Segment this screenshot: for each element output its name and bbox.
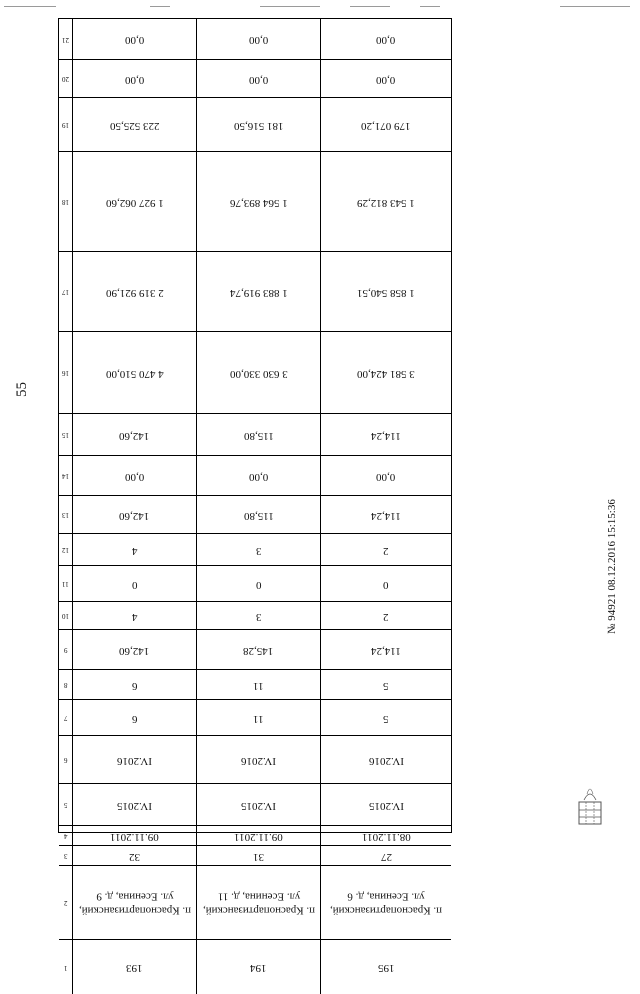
table-cell	[320, 98, 451, 151]
row-index-cell	[59, 602, 72, 629]
table-cell	[196, 940, 320, 994]
cell-value: 193	[126, 961, 143, 974]
cell-value: 2	[383, 610, 389, 623]
row-index: 15	[62, 430, 69, 439]
row-index: 9	[63, 645, 68, 654]
table-cell	[320, 534, 451, 565]
cell-value: 1 883 919,74	[229, 286, 288, 299]
table-cell	[320, 670, 451, 699]
cell-value: 194	[250, 961, 267, 974]
cell-value: 11	[253, 679, 264, 692]
row-index-cell	[59, 566, 72, 601]
table-cell	[72, 566, 196, 601]
cell-value: 6	[131, 712, 138, 725]
table-cell	[72, 252, 196, 331]
table-cell	[196, 534, 320, 565]
table-cell	[196, 736, 320, 783]
cell-value: 11	[253, 712, 264, 725]
table-row	[59, 251, 451, 331]
cell-value: 142,60	[119, 509, 150, 522]
table-cell	[320, 19, 451, 59]
row-index-cell	[59, 736, 72, 783]
cell-value: 0,00	[124, 73, 145, 86]
cell-value: 0,00	[376, 470, 396, 483]
cell-value: 115,80	[243, 509, 274, 522]
table-cell	[320, 152, 451, 251]
row-index-cell	[59, 534, 72, 565]
table-cell	[320, 700, 451, 735]
row-index: 6	[63, 755, 68, 764]
table-cell	[72, 700, 196, 735]
table-row	[59, 455, 451, 495]
cell-value: 2	[383, 544, 389, 557]
cell-value: п. Краснопартизанский, ул. Есенина, д. 11	[202, 890, 315, 917]
cell-value: 3	[255, 610, 262, 623]
cell-value: IV.2016	[241, 754, 276, 767]
cell-value: 179 071,20	[361, 119, 411, 132]
table-cell	[72, 940, 196, 994]
table-row	[59, 939, 451, 994]
table-row	[59, 533, 451, 565]
cell-value: 1 858 540,51	[357, 286, 415, 299]
table-cell	[196, 602, 320, 629]
row-index: 5	[63, 800, 68, 809]
table-row	[59, 845, 451, 865]
table-cell	[72, 602, 196, 629]
table-cell	[320, 826, 451, 845]
row-index-cell	[59, 456, 72, 495]
cell-value: 181 516,50	[233, 119, 284, 132]
table-cell	[320, 630, 451, 669]
cell-value: 0	[255, 578, 262, 591]
table-cell	[196, 670, 320, 699]
table-cell	[196, 152, 320, 251]
table-cell	[196, 496, 320, 533]
table-cell	[72, 496, 196, 533]
scan-top-marks	[0, 6, 640, 10]
row-index: 3	[63, 851, 68, 860]
cell-value: IV.2015	[368, 799, 404, 812]
table-row	[59, 331, 451, 413]
table-cell	[72, 866, 196, 939]
cell-value: 5	[383, 679, 389, 692]
table-cell	[196, 60, 320, 97]
table-cell	[72, 332, 196, 413]
cell-value: 4	[131, 610, 138, 623]
table-cell	[320, 456, 451, 495]
cell-value: IV.2015	[117, 799, 152, 812]
table-cell	[72, 19, 196, 59]
cell-value: 3 581 424,00	[357, 367, 415, 380]
cell-value: 0,00	[376, 33, 396, 46]
table-row	[59, 97, 451, 151]
table-row	[59, 495, 451, 533]
data-table	[58, 18, 452, 974]
cell-value: 4 470 510,00	[105, 367, 164, 380]
table-cell	[196, 846, 320, 865]
row-index: 7	[63, 713, 68, 722]
row-index-cell	[59, 630, 72, 669]
table-row	[59, 151, 451, 251]
table-cell	[196, 456, 320, 495]
table-cell	[196, 700, 320, 735]
table-cell	[320, 496, 451, 533]
row-index: 8	[63, 680, 68, 689]
cell-value: 1 927 062,60	[105, 196, 164, 209]
cell-value: 142,60	[119, 429, 150, 442]
table-cell	[196, 252, 320, 331]
table-cell	[320, 414, 451, 455]
table-cell	[72, 846, 196, 865]
row-index-cell	[59, 496, 72, 533]
table-cell	[72, 456, 196, 495]
cell-value: 195	[377, 961, 395, 974]
table-cell	[72, 534, 196, 565]
row-index: 11	[62, 579, 69, 588]
table-row	[59, 59, 451, 97]
cell-value: 31	[253, 850, 264, 863]
row-index-cell	[59, 846, 72, 865]
cell-value: 32	[129, 850, 140, 863]
row-index-cell	[59, 252, 72, 331]
table-cell	[196, 866, 320, 939]
cell-value: 0	[383, 578, 389, 591]
cell-value: 0,00	[376, 73, 396, 86]
table-cell	[320, 866, 451, 939]
table-cell	[320, 332, 451, 413]
table-cell	[72, 826, 196, 845]
cell-value: 223 525,50	[109, 119, 160, 132]
row-index: 13	[62, 510, 69, 519]
cell-value: 1 564 893,76	[229, 196, 288, 209]
row-index-cell	[59, 866, 72, 939]
cell-value: 114,24	[371, 429, 401, 442]
table-cell	[72, 630, 196, 669]
cell-value: IV.2015	[241, 799, 276, 812]
row-index: 4	[63, 831, 68, 840]
table-row	[59, 669, 451, 699]
row-index: 19	[62, 120, 69, 129]
row-index-cell	[59, 19, 72, 59]
table-cell	[196, 414, 320, 455]
row-index: 17	[62, 287, 69, 296]
table-cell	[196, 784, 320, 825]
table-row	[59, 735, 451, 783]
table-cell	[72, 414, 196, 455]
table-row	[59, 413, 451, 455]
row-index-cell	[59, 700, 72, 735]
table-cell	[196, 332, 320, 413]
table-cell	[72, 736, 196, 783]
table-cell	[320, 846, 451, 865]
table-cell	[196, 826, 320, 845]
cell-value: п. Краснопартизанский, ул. Есенина, д. 6	[329, 890, 443, 917]
row-index: 14	[62, 471, 69, 480]
cell-value: 0,00	[124, 33, 145, 46]
row-index-cell	[59, 60, 72, 97]
cell-value: 09.11.2011	[234, 830, 283, 843]
row-index: 12	[62, 545, 69, 554]
table-cell	[196, 566, 320, 601]
row-index-cell	[59, 332, 72, 413]
row-index: 18	[62, 197, 69, 206]
table-cell	[320, 940, 451, 994]
row-index: 10	[62, 611, 69, 620]
row-index-cell	[59, 670, 72, 699]
cell-value: 0,00	[248, 470, 269, 483]
cell-value: 3	[255, 544, 262, 557]
cell-value: 0,00	[248, 33, 269, 46]
cell-value: 1 543 812,29	[357, 196, 415, 209]
row-index: 16	[62, 368, 69, 377]
table-row	[59, 601, 451, 629]
row-index-cell	[59, 152, 72, 251]
table-cell	[320, 784, 451, 825]
page-number: 55	[14, 382, 30, 397]
table-cell	[320, 252, 451, 331]
table-row	[59, 629, 451, 669]
row-index-cell	[59, 940, 72, 994]
table-cell	[196, 98, 320, 151]
table-cell	[72, 670, 196, 699]
table-cell	[72, 98, 196, 151]
table-cell	[196, 19, 320, 59]
table-cell	[320, 566, 451, 601]
cell-value: п. Краснопартизанский, ул. Есенина, д. 9	[78, 890, 191, 917]
cell-value: 0	[131, 578, 138, 591]
cell-value: 3 630 330,00	[229, 367, 288, 380]
row-index: 1	[63, 963, 68, 972]
cell-value: 145,28	[243, 644, 274, 657]
table-row	[59, 783, 451, 825]
cell-value: 115,80	[243, 429, 274, 442]
table-row	[59, 825, 451, 845]
cell-value: 142,60	[119, 644, 150, 657]
cell-value: 114,24	[371, 509, 401, 522]
cell-value: 09.11.2011	[110, 830, 159, 843]
cell-value: 0,00	[248, 73, 269, 86]
table-row	[59, 699, 451, 735]
cell-value: IV.2016	[368, 754, 404, 767]
table-cell	[320, 602, 451, 629]
cell-value: 2 319 921,90	[105, 286, 164, 299]
cell-value: 0,00	[124, 470, 145, 483]
cell-value: 114,24	[371, 644, 401, 657]
row-index: 2	[63, 898, 68, 907]
row-index-cell	[59, 98, 72, 151]
cell-value: 6	[131, 679, 138, 692]
table-cell	[72, 784, 196, 825]
notary-seal-icon	[578, 780, 602, 826]
table-cell	[320, 736, 451, 783]
table-row	[59, 19, 451, 59]
cell-value: 27	[380, 850, 392, 863]
row-index-cell	[59, 414, 72, 455]
cell-value: 5	[383, 712, 389, 725]
table-row	[59, 565, 451, 601]
signature-stamp: № 94921 08.12.2016 15:15:36	[606, 499, 618, 634]
table-row	[59, 865, 451, 939]
cell-value: 08.11.2011	[361, 830, 411, 843]
cell-value: IV.2016	[117, 754, 152, 767]
table-cell	[72, 60, 196, 97]
row-index: 21	[62, 35, 69, 44]
table-cell	[72, 152, 196, 251]
row-index: 20	[62, 74, 69, 83]
cell-value: 4	[131, 544, 138, 557]
row-index-cell	[59, 826, 72, 845]
row-index-cell	[59, 784, 72, 825]
table-cell	[320, 60, 451, 97]
table-cell	[196, 630, 320, 669]
